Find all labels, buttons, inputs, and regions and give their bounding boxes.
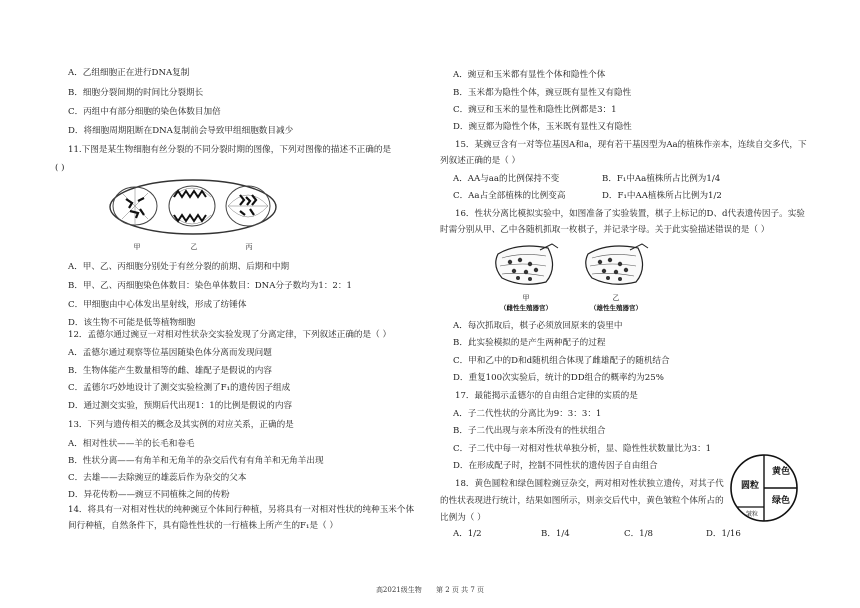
- q16-stem: 16．性状分离比模拟实验中，如图准备了实验装置，棋子上标记的D、d代表遗传因子。实验: [455, 209, 805, 219]
- q13-option-b: B．性状分离——有角羊和无角羊的杂交后代有有角羊和无角羊出现: [68, 456, 324, 466]
- q18-stem-cont2: 比例为（ ）: [440, 513, 486, 523]
- q17-option-d: D．在形成配子时，控制不同性状的遗传因子自由组合: [453, 461, 658, 471]
- q14-option-a: A．豌豆和玉米都有显性个体和隐性个体: [453, 70, 606, 80]
- bag-yi-drawing: [586, 244, 648, 284]
- q11-stem: 11.下图是某生物细胞有丝分裂的不同分裂时期的图像，下列对图像的描述不正确的是: [68, 145, 392, 155]
- q13-option-d: D．异花传粉——豌豆不同植株之间的传粉: [68, 490, 230, 500]
- q12-option-a: A．孟德尔通过观察等位基因随染色体分离而发现问题: [68, 348, 272, 358]
- q11-mitosis-figure: [100, 175, 280, 255]
- bag-jia-label: 甲: [522, 294, 530, 302]
- footer-page-number: 第 2 页 共 7 页: [436, 586, 485, 594]
- q10-option-c: C．丙组中有部分细胞的染色体数目加倍: [68, 107, 221, 117]
- q14-option-d: D．豌豆都为隐性个体，玉米既有显性又有隐性: [453, 122, 632, 132]
- bag-yi-caption: （雄性生殖器官）: [590, 304, 642, 312]
- q11-stem-paren: ( ): [55, 163, 65, 173]
- q13-option-c: C．去雄——去除豌豆的雄蕊后作为杂交的父本: [68, 473, 247, 483]
- q17-option-a: A．子二代性状的分离比为9：3：3：1: [453, 409, 602, 419]
- label-jia: 甲: [133, 243, 141, 251]
- q18-ratio-circle: [728, 452, 800, 524]
- q18-stem-cont: 的性状表现进行统计，结果如图所示，则亲交后代中，黄色皱粒个体所占的: [440, 496, 724, 506]
- q18-option-b: B．1/4: [541, 529, 570, 539]
- q11-option-d: D．该生物不可能是低等植物细胞: [68, 318, 196, 328]
- q15-option-a: A．AA与aa的比例保持不变: [453, 174, 560, 184]
- q14-stem-cont: 间行种植，自然条件下，具有隐性性状的一行植株上所产生的F₁是（ ）: [68, 521, 338, 531]
- q18-option-d: D．1/16: [706, 529, 741, 539]
- page-footer: [0, 585, 860, 595]
- q10-option-a: A．乙组细胞正在进行DNA复制: [68, 68, 190, 78]
- q16-stem-cont: 时需分别从甲、乙中各随机抓取一枚棋子，并记录字母。关于此实验描述错误的是（ ）: [440, 225, 770, 235]
- cell-yi-drawing: [169, 186, 215, 226]
- q15-option-d: D．F₁中AA植株所占比例为1/2: [602, 191, 722, 201]
- q16-option-c: C．甲和乙中的D和d随机组合体现了雌雄配子的随机结合: [453, 356, 670, 366]
- cell-jia-drawing: [113, 187, 157, 225]
- segment-round-label: 圆粒: [740, 481, 760, 491]
- q12-stem: 12．孟德尔通过豌豆一对相对性状杂交实验发现了分离定律，下列叙述正确的是（ ）: [68, 330, 392, 340]
- q15-stem: 15．某豌豆含有一对等位基因A和a，现有若干基因型为Aa的植株作亲本，连续自交多代，下: [455, 140, 807, 150]
- q10-option-d: D．将细胞周期阻断在DNA复制前会导致甲组细胞数目减少: [68, 126, 294, 136]
- q18-stem: 18．黄色圆粒和绿色圆粒豌豆杂交，两对相对性状独立遗传，对其子代: [455, 479, 724, 489]
- q11-option-a: A．甲、乙、丙细胞分别处于有丝分裂的前期、后期和中期: [68, 262, 290, 272]
- segment-green-label: 绿色: [771, 496, 791, 506]
- footer-course: 高2021级生物: [375, 586, 422, 594]
- q15-stem-cont: 列叙述正确的是（ ）: [440, 156, 521, 166]
- bag-jia-drawing: [496, 244, 558, 284]
- q18-option-a: A．1/2: [453, 529, 482, 539]
- q11-option-c: C．甲细胞由中心体发出星射线，形成了纺锤体: [68, 300, 247, 310]
- q16-option-b: B．此实验模拟的是产生两种配子的过程: [453, 338, 606, 348]
- q13-stem: 13．下列与遗传相关的概念及其实例的对应关系，正确的是: [68, 420, 294, 430]
- cell-bing-drawing: [226, 186, 270, 226]
- q13-option-a: A．相对性状——羊的长毛和卷毛: [68, 439, 195, 449]
- q14-stem: 14．将具有一对相对性状的纯种豌豆个体间行种植，另将具有一对相对性状的纯种玉米个体: [68, 505, 415, 515]
- q12-option-d: D．通过测交实验，预期后代出现1：1的比例是假说的内容: [68, 401, 293, 411]
- q15-option-c: C．Aa占全部植株的比例变高: [453, 191, 566, 201]
- q14-option-b: B．玉米都为隐性个体，豌豆既有显性又有隐性: [453, 88, 632, 98]
- label-yi: 乙: [190, 243, 198, 251]
- q11-option-b: B．甲、乙、丙细胞染色体数目：染色单体数目：DNA分子数均为1：2：1: [68, 281, 352, 291]
- q15-option-b: B．F₁中Aa植株所占比例为1/4: [602, 174, 721, 184]
- segment-wrinkled-label: 皱粒: [745, 511, 759, 518]
- q16-option-a: A．每次抓取后，棋子必须放回原来的袋里中: [453, 321, 623, 331]
- q17-option-c: C．子二代中每一对相对性状单独分析，显、隐性性状数量比为3：1: [453, 444, 712, 454]
- segment-yellow-label: 黄色: [771, 467, 791, 477]
- q12-option-c: C．孟德尔巧妙地设计了测交实验检测了F₁的遗传因子组成: [68, 383, 291, 393]
- bag-yi-label: 乙: [612, 294, 620, 302]
- q18-option-c: C．1/8: [624, 529, 653, 539]
- q10-option-b: B．细胞分裂间期的时间比分裂期长: [68, 88, 204, 98]
- q16-option-d: D．重复100次实验后，统计的DD组合的概率约为25%: [453, 373, 664, 383]
- q17-option-b: B．子二代出现与亲本所没有的性状组合: [453, 426, 606, 436]
- q17-stem: 17．最能揭示孟德尔的自由组合定律的实质的是: [455, 391, 638, 401]
- label-bing: 丙: [245, 243, 253, 251]
- q12-option-b: B．生物体能产生数量相等的雌、雄配子是假说的内容: [68, 366, 272, 376]
- q16-bags-figure: [490, 240, 670, 315]
- bag-jia-caption: （雌性生殖器官）: [500, 304, 552, 312]
- q14-option-c: C．豌豆和玉米的显性和隐性比例都是3：1: [453, 105, 617, 115]
